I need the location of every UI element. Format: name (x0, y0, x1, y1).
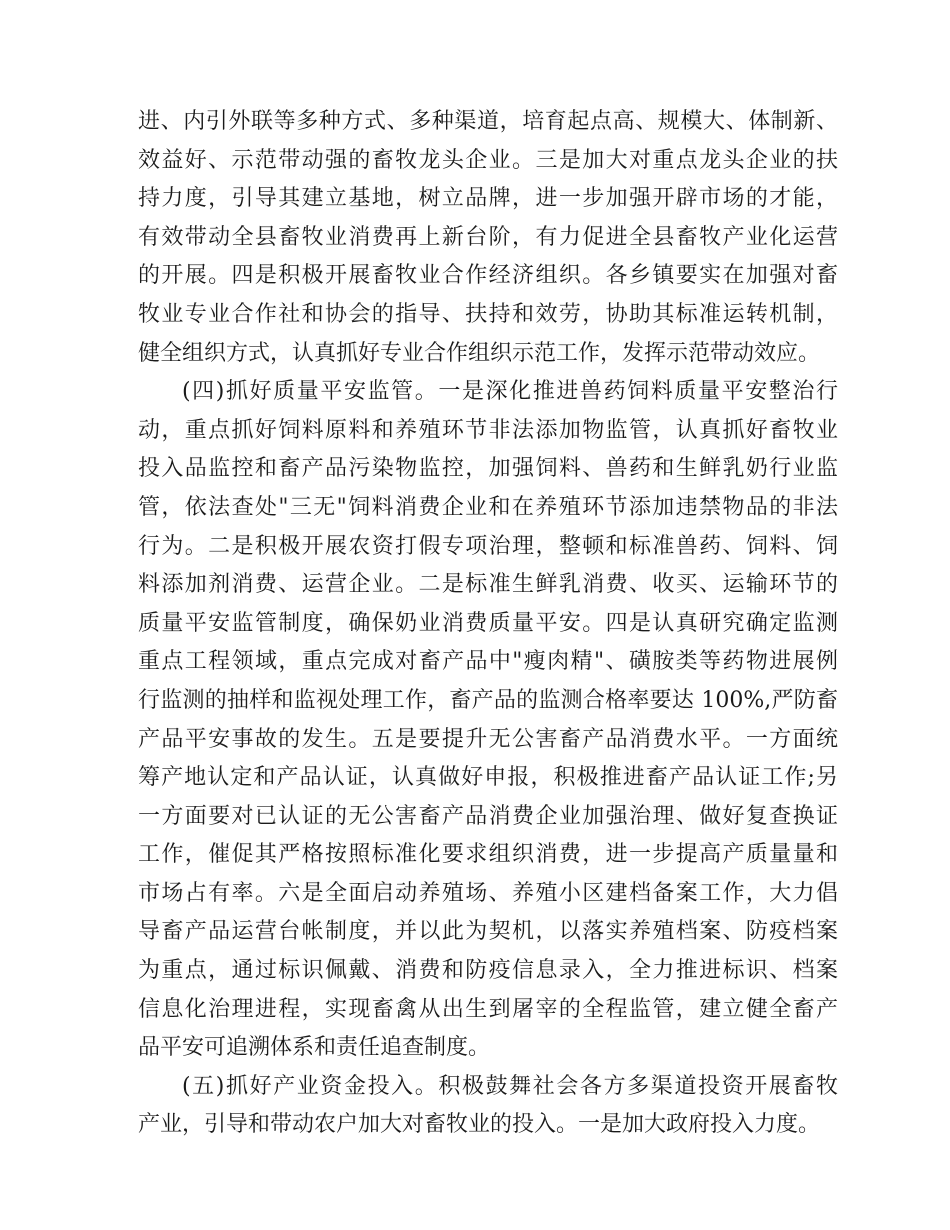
text-line: 质量平安监管制度，确保奶业消费质量平安。四是认真研究确定监测 (138, 610, 838, 636)
text-line: 进、内引外联等多种方式、多种渠道，培育起点高、规模大、体制新、 (138, 109, 838, 134)
text-line: 行为。二是积极开展农资打假专项治理，整顿和标准兽药、饲料、饲 (138, 533, 838, 559)
text-line: 持力度，引导其建立基地，树立品牌，进一步加强开辟市场的才能， (138, 186, 838, 212)
text-line: 的开展。四是积极开展畜牧业合作经济组织。各乡镇要实在加强对畜 (138, 263, 838, 289)
text-line: 有效带动全县畜牧业消费再上新台阶，有力促进全县畜牧产业化运营 (138, 224, 838, 250)
text-line: 健全组织方式，认真抓好专业合作组织示范工作，发挥示范带动效应。 (138, 340, 821, 366)
text-line: 行监测的抽样和监视处理工作，畜产品的监测合格率要达 100%,严防畜 (138, 687, 838, 713)
text-line: 重点工程领域，重点完成对畜产品中"瘦肉精"、磺胺类等药物进展例 (138, 649, 838, 675)
document-body (138, 103, 838, 1145)
text-line: 一方面要对已认证的无公害畜产品消费企业加强治理、做好复查换证 (138, 803, 838, 829)
text-line: 信息化治理进程，实现畜禽从出生到屠宰的全程监管，建立健全畜产 (138, 996, 838, 1022)
text-line: 牧业专业合作社和协会的指导、扶持和效劳，协助其标准运转机制， (138, 301, 838, 327)
text-line: 料添加剂消费、运营企业。二是标准生鲜乳消费、收买、运输环节的 (138, 572, 838, 598)
text-line: (四)抓好质量平安监管。一是深化推进兽药饲料质量平安整治行 (182, 379, 838, 405)
text-line: 工作，催促其严格按照标准化要求组织消费，进一步提高产质量量和 (138, 842, 838, 868)
text-line: 市场占有率。六是全面启动养殖场、养殖小区建档备案工作，大力倡 (138, 880, 838, 906)
text-line: 投入品监控和畜产品污染物监控，加强饲料、兽药和生鲜乳奶行业监 (138, 456, 838, 482)
text-line: 导畜产品运营台帐制度，并以此为契机，以落实养殖档案、防疫档案 (138, 919, 838, 945)
text-line: 品平安可追溯体系和责任追查制度。 (138, 1035, 491, 1061)
text-line: 产品平安事故的发生。五是要提升无公害畜产品消费水平。一方面统 (138, 726, 838, 752)
text-line: (五)抓好产业资金投入。积极鼓舞社会各方多渠道投资开展畜牧 (182, 1073, 838, 1099)
text-line: 动，重点抓好饲料原料和养殖环节非法添加物监管，认真抓好畜牧业 (138, 417, 838, 443)
text-line: 筹产地认定和产品认证，认真做好申报，积极推进畜产品认证工作;另 (138, 765, 838, 791)
text-line: 效益好、示范带动强的畜牧龙头企业。三是加大对重点龙头企业的扶 (138, 147, 838, 173)
text-line: 为重点，通过标识佩戴、消费和防疫信息录入，全力推进标识、档案 (138, 958, 838, 984)
text-line: 产业，引导和带动农户加大对畜牧业的投入。一是加大政府投入力度。 (138, 1112, 821, 1138)
text-line: 管，依法查处"三无"饲料消费企业和在养殖环节添加违禁物品的非法 (138, 494, 838, 520)
